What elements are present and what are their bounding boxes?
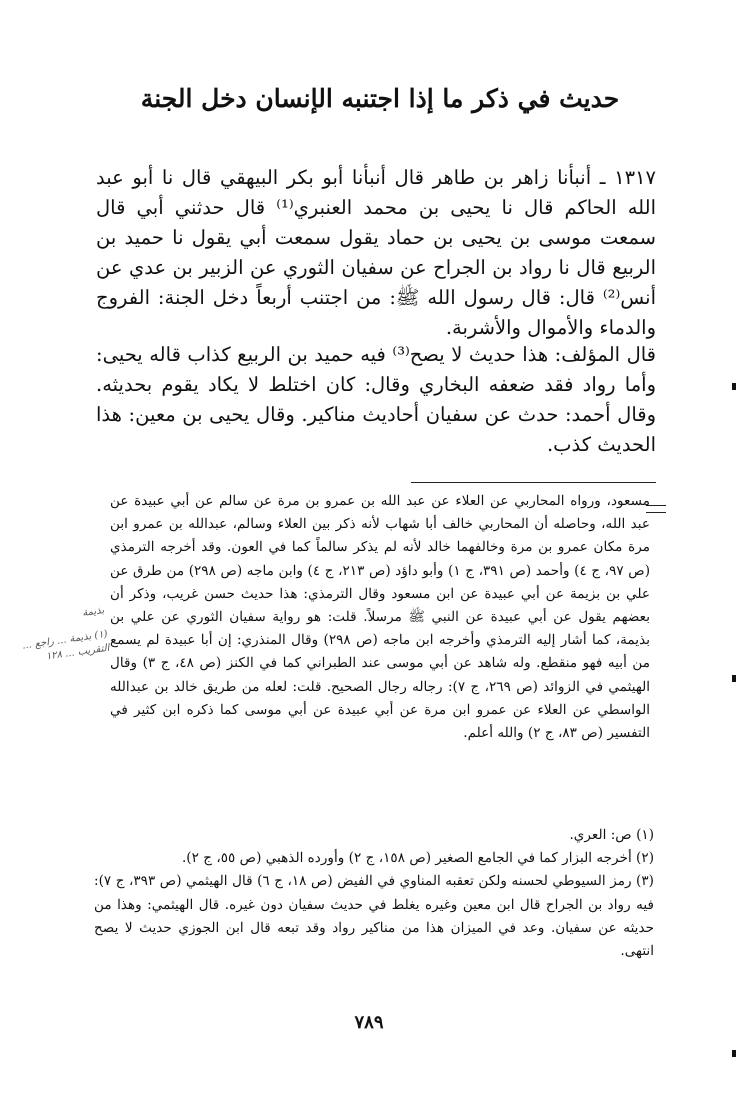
page-number: ٧٨٩ xyxy=(354,1012,384,1033)
margin-note: (١) بذيمة ... راجع ... التقريب ... ١٢٨ xyxy=(21,628,111,663)
footnote-item: (١) ص: العري. xyxy=(569,827,654,843)
author-commentary: قال المؤلف: هذا حديث لا يصح⁽³⁾ فيه حميد بن الربيع كذاب قاله يحيى: وأما رواد فقد ضعفه البخاري وقال: كان اختلط لا يكاد يقوم بحديثه. وقال أحمد: حدث عن سفيان أحاديث مناكير. وقال يحيى بن معين: هذا الحديث كذب. xyxy=(96,342,657,456)
page-title: حديث في ذكر ما إذا اجتنبه الإنسان دخل الجنة xyxy=(140,84,620,113)
footnote-separator xyxy=(411,482,656,483)
footnote-item: (٣) رمز السيوطي لحسنه ولكن تعقبه المناوي في الفيض (ص ١٨، ج ٦) قال الهيثمي (ص ٣٩٣، ج ٧): فيه رواد بن الجراح قال ابن معين وغيره يغلط في حديث سفيان دون غيره. قال الهيثمي: وهذا من حديثه عن سفيان. وعد في الميزان هذا من مناكير رواد وقد تبعه قال ابن الجوزي حديث لا يصح انتهى. xyxy=(94,873,654,960)
hadith-text: ١٣١٧ ـ أنبأنا زاهر بن طاهر قال أنبأنا أبو بكر البيهقي قال نا أبو عبد الله الحاكم قال نا يحيى بن محمد العنبري⁽¹⁾ قال حدثني أبي قال سمعت موسى بن يحيى بن حماد يقول سمعت أبي يقول نا حميد بن الربيع قال نا رواد بن الجراح عن سفيان الثوري عن الزبير بن عدي عن أنس⁽²⁾ قال: قال رسول الله ﷺ: من اجتنب أربعاً دخل الجنة: الفروج والدماء والأموال والأشربة. xyxy=(96,165,656,339)
scan-edge-mark xyxy=(732,1050,736,1057)
margin-note: بذيمة xyxy=(81,605,105,619)
scan-edge-mark xyxy=(732,383,736,390)
footnote-continued-text: مسعود، ورواه المحاربي عن العلاء عن عبد الله بن عمرو بن مرة عن سالم عن أبي عبيدة عن عبد الله، وحاصله أن المحاربي خالف أبا شهاب لأنه ذكر بين العلاء وسالم، عبدالله بن عمرو ابن مرة مكان عمرو بن مرة وخالفهما خالد لأنه لم يذكر سالماً كما في العون. وقد أخرجه الترمذي (ص ٩٧، ج ٤) وأحمد (ص ٣٩١، ج ١) وأبو داؤد (ص ٢١٣، ج ٤) وابن ماجه (ص ٢٩٨) من طرق عن علي بن بزيمة عن أبي عبيدة عن ابن مسعود وقال الترمذي: هذا حديث حسن غريب، وذكر أن بعضهم يقول عن أبي عبيدة عن النبي ﷺ مرسلاً. قلت: هو رواية سفيان الثوري عن علي بن بذيمة، كما أشار إليه الترمذي وأخرجه ابن ماجه (ص ٢٩٨) وقال المنذري: إن أبا عبيدة لم يسمع من أبيه فهو منقطع. وله شاهد عن أبي موسى عند الطبراني كما في الكنز (ص ٤٨، ج ٣) وقال الهيثمي في الزوائد (ص ٢٦٩، ج ٧): رجاله رجال الصحيح. قلت: لعله من طريق خالد بن عبدالله الواسطي عن العلاء عن عمرو ابن مرة عن أبي عبيدة عن أبي موسى كما ذكره ابن كثير في التفسير (ص ٨٣، ج ٢) والله أعلم. xyxy=(110,493,651,742)
footnotes-list xyxy=(94,824,654,963)
scan-edge-mark xyxy=(732,675,736,682)
footnote-item: (٢) أخرجه البزار كما في الجامع الصغير (ص ١٥٨، ج ٢) وأورده الذهبي (ص ٥٥، ج ٢). xyxy=(181,850,654,867)
handwritten-margin-notes xyxy=(14,604,112,678)
